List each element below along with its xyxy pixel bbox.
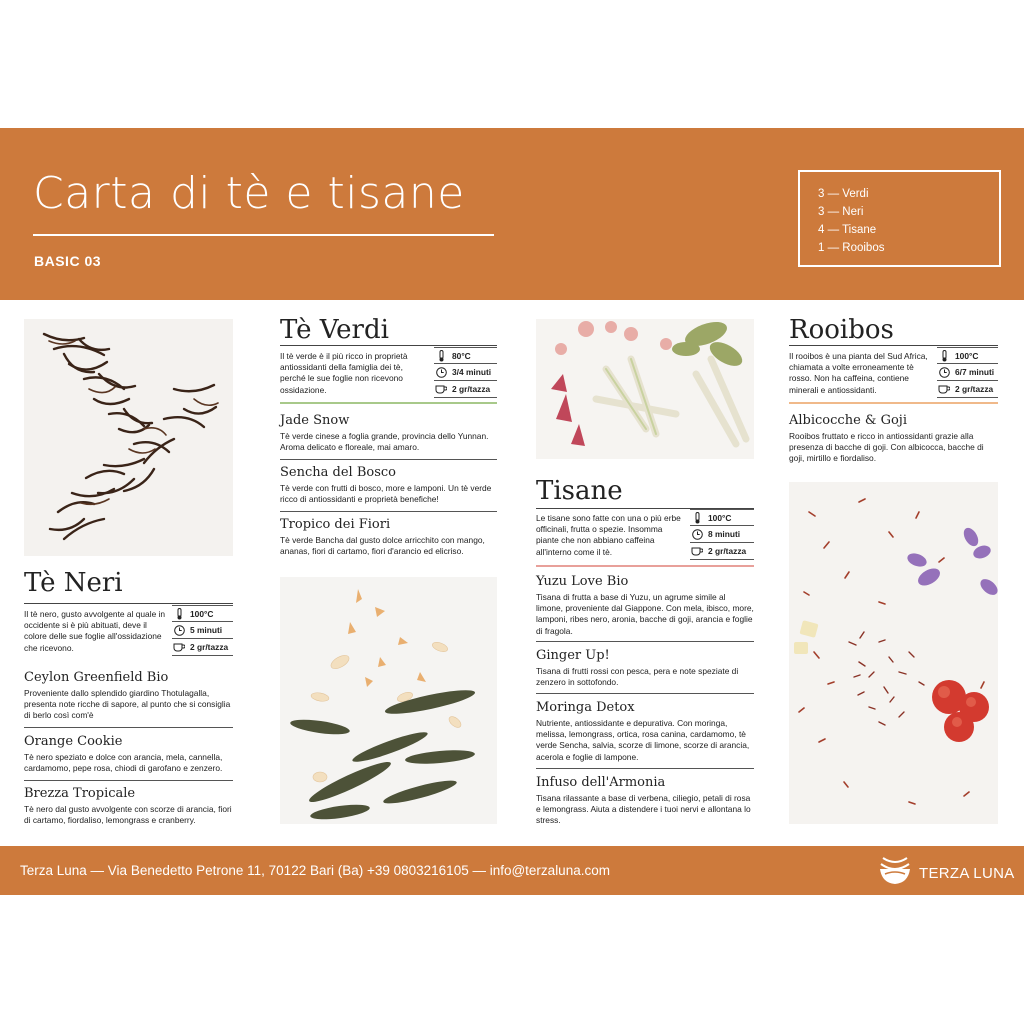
item-divider [536, 693, 754, 694]
toc-item: 1 — Rooibos [818, 242, 885, 254]
thermometer-icon [690, 511, 704, 524]
tea-description: Tè verde con frutti di bosco, more e lamponi. Un tè verde ricco di antiossidanti e proprietà benefiche! [280, 483, 492, 505]
tea-name: Tropico dei Fiori [280, 517, 391, 532]
brand-name: TERZA LUNA [919, 865, 1015, 882]
spec-time: 3/4 minuti [434, 364, 497, 381]
clock-icon [434, 366, 448, 379]
rooibos-photo [789, 482, 998, 824]
section-intro: Le tisane sono fatte con una o più erbe officinali, frutta o spezie. Insomma piante che non abbiano caffeina all'interno come il tè. [536, 513, 681, 557]
tea-description: Tè verde Bancha dal gusto dolce arricchito con mango, ananas, fiori di cartamo, fiori d'arancio ed elicriso. [280, 535, 485, 557]
brewing-specs [434, 347, 497, 398]
spec-dose: 2 gr/tazza [690, 543, 754, 560]
section-intro: Il tè verde è il più ricco in proprietà antiossidanti della famiglia dei tè, perché le sue foglie non ricevono ossidazione. [280, 351, 408, 395]
spec-temperature: 100°C [937, 347, 998, 364]
clock-icon [690, 528, 704, 541]
tea-description: Tisana di frutti rossi con pesca, pera e note speziate di zenzero in sottofondo. [536, 666, 739, 688]
spec-temperature: 100°C [172, 605, 233, 622]
tea-name: Orange Cookie [24, 734, 123, 749]
tea-name: Ginger Up! [536, 648, 610, 663]
item-divider [536, 641, 754, 642]
section-accent-bar [789, 402, 998, 404]
item-divider [280, 459, 497, 460]
section-title-tisane: Tisane [536, 476, 623, 506]
cup-icon [937, 383, 951, 396]
brewing-specs [690, 509, 754, 560]
tea-description: Rooibos fruttato e ricco in antiossidanti grazie alla presenza di bacche di goji. Con albicocca, bacche di goji, mirtillo e fiordaliso. [789, 431, 984, 464]
section-title-verdi: Tè Verdi [280, 315, 389, 345]
spec-time: 5 minuti [172, 622, 233, 639]
clock-icon [172, 624, 186, 637]
section-rule [24, 603, 233, 604]
toc-item: 3 — Neri [818, 206, 864, 218]
section-title-neri: Tè Neri [24, 568, 123, 598]
title-underline [33, 234, 494, 236]
spec-time: 8 minuti [690, 526, 754, 543]
tea-name: Ceylon Greenfield Bio [24, 670, 169, 685]
toc-item: 3 — Verdi [818, 188, 869, 200]
section-intro: Il rooibos è una pianta del Sud Africa, chiamata a volte erroneamente tè rosso. Non ha caffeina, contiene minerali e antiossidanti. [789, 351, 928, 395]
tea-description: Nutriente, antiossidante e depurativa. Con moringa, melissa, lemongrass, ortica, rosa canina, cardamomo, tè verde Sencha, salvia, scorze di limone, scorze di arancia, acerola e foglie di lampone. [536, 718, 750, 762]
clock-icon [937, 366, 951, 379]
toc-item: 4 — Tisane [818, 224, 877, 236]
item-divider [24, 727, 233, 728]
spec-time: 6/7 minuti [937, 364, 998, 381]
tea-description: Tisana rilassante a base di verbena, ciliegio, petali di rosa e lemongrass. Aiuta a distendere i tuoi nervi e allontana lo stress. [536, 793, 751, 826]
section-rule [280, 345, 497, 346]
spec-temperature: 80°C [434, 347, 497, 364]
spec-dose: 2 gr/tazza [172, 639, 233, 656]
thermometer-icon [937, 349, 951, 362]
tea-name: Brezza Tropicale [24, 786, 136, 801]
brewing-specs [937, 347, 998, 398]
section-intro: Il tè nero, gusto avvolgente al quale in occidente si è più abituati, deve il colore delle sue foglie all'ossidazione che ricevono. [24, 609, 166, 653]
teacup-logo-icon [877, 856, 913, 891]
tea-description: Proveniente dallo splendido giardino Thotulagalla, presenta note ricche di sapore, al punto che si consiglia di berlo così com'è [24, 688, 231, 721]
spec-dose: 2 gr/tazza [937, 381, 998, 398]
spec-dose: 2 gr/tazza [434, 381, 497, 398]
section-rule [789, 345, 998, 346]
cup-icon [434, 383, 448, 396]
tea-name: Jade Snow [280, 413, 350, 428]
herbal-tea-photo [536, 319, 754, 459]
brewing-specs [172, 605, 233, 656]
black-tea-photo [24, 319, 233, 556]
section-accent-bar [280, 402, 497, 404]
table-of-contents [798, 170, 1001, 267]
tea-name: Yuzu Love Bio [536, 574, 629, 589]
section-accent-bar [536, 565, 754, 567]
item-divider [536, 768, 754, 769]
tea-name: Infuso dell'Armonia [536, 775, 666, 790]
cup-icon [690, 545, 704, 558]
tea-description: Tè verde cinese a foglia grande, provincia dello Yunnan. Aroma delicato e floreale, mai amaro. [280, 431, 489, 453]
tea-name: Moringa Detox [536, 700, 635, 715]
section-title-rooibos: Rooibos [789, 315, 894, 345]
thermometer-icon [434, 349, 448, 362]
tea-description: Tisana di frutta a base di Yuzu, un agrume simile al limone, proveniente dal Giappone. Con mela, ibisco, more, lamponi, ribes nero, aronia, bacche di goji, arancia e foglie di fragola. [536, 592, 754, 636]
contact-info: Terza Luna — Via Benedetto Petrone 11, 70122 Bari (Ba) +39 0803216105 — info@terzaluna.com [20, 863, 610, 878]
menu-code: BASIC 03 [34, 253, 102, 269]
page-title: Carta di tè e tisane [33, 168, 465, 219]
item-divider [24, 780, 233, 781]
green-tea-photo [280, 577, 497, 824]
tea-description: Tè nero speziato e dolce con arancia, mela, cannella, cardamomo, pepe rosa, chiodi di garofano e zenzero. [24, 752, 223, 774]
cup-icon [172, 641, 186, 654]
tea-description: Tè nero dal gusto avvolgente con scorze di arancia, fiori di cartamo, fiordaliso, lemongrass e cranberry. [24, 804, 232, 826]
tea-name: Albicocche & Goji [789, 413, 907, 428]
tea-name: Sencha del Bosco [280, 465, 396, 480]
thermometer-icon [172, 607, 186, 620]
item-divider [280, 511, 497, 512]
spec-temperature: 100°C [690, 509, 754, 526]
brand-logo [877, 856, 1015, 891]
